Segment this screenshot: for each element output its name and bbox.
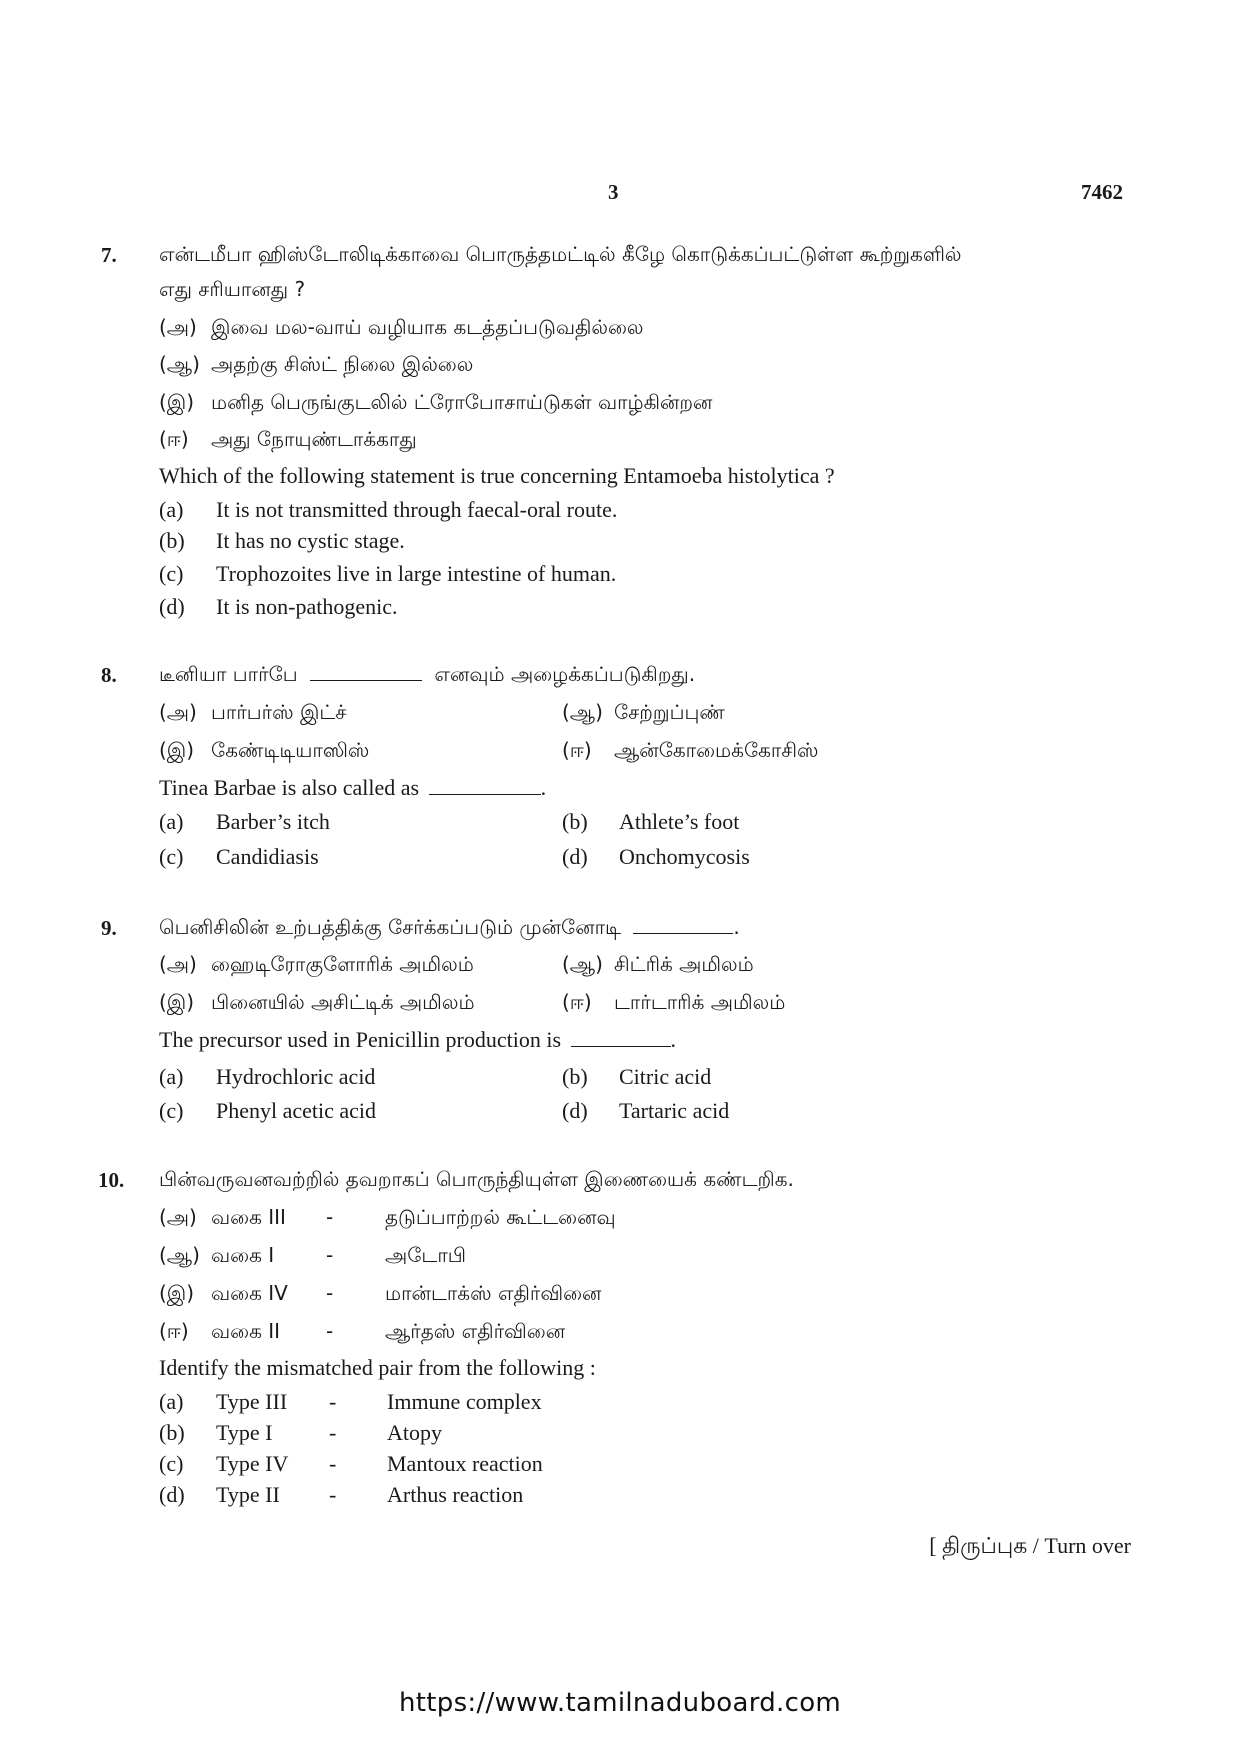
option-label: (அ) [159,1205,197,1229]
option-text: Candidiasis [216,844,319,869]
pair-dash: - [329,1451,337,1476]
english-option [159,1064,375,1090]
tamil-question-line1: என்டமீபா ஹிஸ்டோலிடிக்காவை பொருத்தமட்டில் கீழே கொடுக்கப்பட்டுள்ள கூற்றுகளில் [159,242,962,266]
answer-blank [310,664,422,681]
question-number: 9. [101,916,117,940]
question-text: எனவும் அழைக்கப்படுகிறது. [434,662,696,686]
english-question [159,1027,676,1053]
option-label: (அ) [159,700,197,724]
option-text: ஹைடிரோகுளோரிக் அமிலம் [211,952,474,976]
option-label: (இ) [159,390,195,414]
option-label: (ஈ) [159,1319,189,1343]
english-option [562,1064,711,1090]
option-label: (a) [159,497,184,522]
option-text: இவை மல-வாய் வழியாக கடத்தப்படுவதில்லை [211,315,644,339]
option-text: பினையில் அசிட்டிக் அமிலம் [211,990,475,1014]
option-text: Tartaric acid [619,1098,730,1123]
question-text: . [733,915,740,939]
question-number: 7. [101,243,117,267]
option-text: Citric acid [619,1064,712,1089]
tamil-pair [159,1281,601,1308]
option-text: மனித பெருங்குடலில் ட்ரோபோசாய்டுகள் வாழ்கின்றன [211,390,713,414]
pair-text: Immune complex [387,1389,542,1414]
option-text: ஆன்கோமைக்கோசிஸ் [614,738,819,762]
english-option [562,809,739,835]
english-option [159,497,617,523]
english-question: Which of the following statement is true concerning Entamoeba histolytica ? [159,463,835,488]
option-label: (அ) [159,315,197,339]
option-label: (இ) [159,990,195,1014]
pair-dash: - [329,1389,337,1414]
pair-type: வகை III [211,1205,286,1229]
option-text: சிட்ரிக் அமிலம் [614,952,754,976]
english-pair [159,1389,542,1415]
option-label: (d) [562,1098,588,1123]
english-question: Identify the mismatched pair from the following : [159,1355,596,1380]
question-text: Tinea Barbae is also called as [159,775,420,800]
tamil-question [159,662,695,689]
tamil-option [159,390,712,417]
option-text: Trophozoites live in large intestine of human. [216,561,617,586]
pair-type: வகை IV [211,1281,288,1305]
tamil-pair [159,1319,565,1346]
tamil-option [159,315,644,342]
pair-type: Type I [216,1420,273,1445]
option-label: (ஈ) [159,427,189,451]
option-label: (a) [159,1389,184,1414]
option-label: (ஈ) [562,990,592,1014]
pair-text: ஆர்தஸ் எதிர்வினை [385,1319,566,1343]
tamil-question [159,915,740,942]
pair-type: Type IV [216,1451,289,1476]
answer-blank [633,917,733,934]
question-text: . [670,1027,677,1052]
paper-code: 7462 [1081,180,1123,204]
option-label: (c) [159,1451,184,1476]
tamil-option [159,990,475,1017]
option-label: (d) [159,594,185,619]
pair-dash: - [326,1281,334,1305]
option-text: Athlete’s foot [619,809,740,834]
question-number: 10. [98,1168,125,1192]
option-label: (இ) [159,738,195,762]
option-label: (c) [159,844,184,869]
tamil-option [562,738,819,765]
pair-dash: - [326,1319,334,1343]
tamil-pair [159,1243,466,1270]
option-label: (ஆ) [562,700,603,724]
english-option [562,1098,729,1124]
option-label: (அ) [159,952,197,976]
answer-blank [571,1030,671,1047]
english-option [159,594,397,620]
tamil-option [562,700,725,727]
website-url: https://www.tamilnaduboard.com [399,1688,842,1718]
option-label: (a) [159,1064,184,1089]
pair-type: வகை I [211,1243,275,1267]
english-option [159,809,330,835]
option-label: (இ) [159,1281,195,1305]
tamil-pair [159,1205,616,1232]
option-label: (b) [562,1064,588,1089]
tamil-option [159,352,473,379]
english-option [562,844,750,870]
option-text: It is non-pathogenic. [216,594,398,619]
option-text: பார்பர்ஸ் இட்ச் [211,700,347,724]
pair-type: Type III [216,1389,288,1414]
english-pair [159,1482,523,1508]
english-option [159,528,405,554]
option-text: It has no cystic stage. [216,528,405,553]
question-text: பெனிசிலின் உற்பத்திக்கு சேர்க்கப்படும் முன்னோடி [159,915,621,939]
pair-dash: - [326,1205,334,1229]
tamil-option [159,427,417,454]
tamil-option [159,952,474,979]
tamil-option [562,952,754,979]
option-label: (b) [159,528,185,553]
pair-text: அடோபி [385,1243,467,1267]
tamil-option [159,738,369,765]
english-question [159,775,546,801]
pair-dash: - [326,1243,334,1267]
option-label: (ஆ) [562,952,603,976]
english-pair [159,1451,543,1477]
option-label: (b) [159,1420,185,1445]
option-label: (b) [562,809,588,834]
tamil-question-line2: எது சரியானது ? [159,277,306,301]
answer-blank [429,778,541,795]
pair-dash: - [329,1420,337,1445]
option-label: (c) [159,561,184,586]
question-number: 8. [101,663,117,687]
option-text: Hydrochloric acid [216,1064,376,1089]
pair-type: வகை II [211,1319,281,1343]
pair-text: Mantoux reaction [387,1451,543,1476]
option-text: டார்டாரிக் அமிலம் [614,990,786,1014]
turn-over-note: [ திருப்புக / Turn over [929,1533,1131,1558]
option-text: Barber’s itch [216,809,330,834]
option-text: கேண்டிடியாஸிஸ் [211,738,370,762]
option-label: (ஈ) [562,738,592,762]
pair-text: மான்டாக்ஸ் எதிர்வினை [385,1281,602,1305]
option-text: Phenyl acetic acid [216,1098,377,1123]
option-text: It is not transmitted through faecal-oral route. [216,497,618,522]
page-number: 3 [608,180,619,204]
pair-text: Atopy [387,1420,442,1445]
english-option [159,561,616,587]
question-text: . [540,775,547,800]
english-option [159,844,319,870]
option-label: (c) [159,1098,184,1123]
option-label: (a) [159,809,184,834]
pair-text: Arthus reaction [387,1482,524,1507]
tamil-question: பின்வருவனவற்றில் தவறாகப் பொருந்தியுள்ள இணையைக் கண்டறிக. [159,1167,794,1191]
pair-dash: - [329,1482,337,1507]
question-text: The precursor used in Penicillin production is [159,1027,562,1052]
option-text: அது நோயுண்டாக்காது [211,427,417,451]
question-text: டீனியா பார்பே [159,662,298,686]
option-label: (d) [159,1482,185,1507]
option-text: Onchomycosis [619,844,750,869]
pair-type: Type II [216,1482,280,1507]
option-text: அதற்கு சிஸ்ட் நிலை இல்லை [211,352,474,376]
option-label: (ஆ) [159,1243,200,1267]
tamil-option [159,700,346,727]
option-label: (d) [562,844,588,869]
english-pair [159,1420,442,1446]
english-option [159,1098,376,1124]
tamil-option [562,990,785,1017]
option-text: சேற்றுப்புண் [614,700,725,724]
option-label: (ஆ) [159,352,200,376]
pair-text: தடுப்பாற்றல் கூட்டனைவு [385,1205,616,1229]
